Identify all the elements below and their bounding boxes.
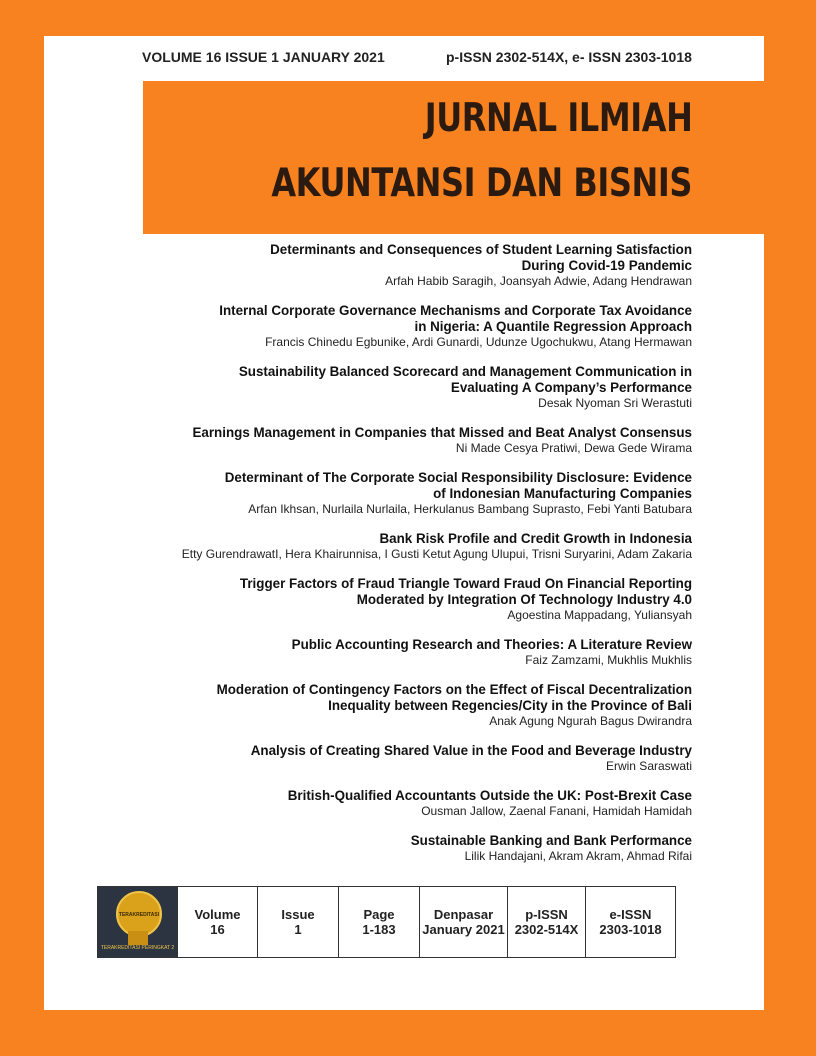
article-title: of Indonesian Manufacturing Companies bbox=[433, 486, 692, 501]
article-title: Analysis of Creating Shared Value in the Food and Beverage Industry bbox=[250, 743, 692, 758]
article-title: in Nigeria: A Quantile Regression Approach bbox=[414, 319, 692, 334]
table-of-contents bbox=[144, 242, 692, 878]
article-authors: Agoestina Mappadang, Yuliansyah bbox=[507, 608, 692, 622]
info-value: January 2021 bbox=[422, 922, 505, 937]
article-authors: Ni Made Cesya Pratiwi, Dewa Gede Wirama bbox=[455, 441, 692, 455]
article-title: During Covid-19 Pandemic bbox=[521, 258, 692, 273]
article-authors: Arfah Habib Saragih, Joansyah Adwie, Adang Hendrawan bbox=[385, 274, 692, 288]
info-value: 1 bbox=[294, 922, 302, 937]
article-title: Earnings Management in Companies that Missed and Beat Analyst Consensus bbox=[192, 425, 692, 440]
info-label: Page bbox=[363, 907, 395, 922]
article-authors: Francis Chinedu Egbunike, Ardi Gunardi, Udunze Ugochukwu, Atang Hermawan bbox=[265, 335, 692, 349]
article-entry bbox=[144, 470, 692, 517]
article-title: Moderated by Integration Of Technology Industry 4.0 bbox=[356, 592, 692, 607]
article-entry bbox=[144, 242, 692, 289]
accreditation-badge bbox=[98, 887, 177, 957]
article-authors: Etty GurendrawatI, Hera Khairunnisa, I Gusti Ketut Agung Ulupui, Trisni Suryarini, Adam Zakaria bbox=[181, 547, 692, 561]
article-title: Inequality between Regencies/City in the Province of Bali bbox=[328, 698, 692, 713]
article-entry bbox=[144, 637, 692, 668]
article-authors: Ousman Jallow, Zaenal Fanani, Hamidah Hamidah bbox=[421, 804, 692, 818]
article-entry bbox=[144, 743, 692, 774]
journal-title-line-1: JURNAL ILMIAH bbox=[424, 96, 692, 141]
article-entry bbox=[144, 531, 692, 562]
article-title: Determinants and Consequences of Student Learning Satisfaction bbox=[270, 242, 692, 257]
article-entry bbox=[144, 788, 692, 819]
article-authors: Faiz Zamzami, Mukhlis Mukhlis bbox=[525, 653, 692, 667]
article-authors: Desak Nyoman Sri Werastuti bbox=[538, 396, 692, 410]
article-entry bbox=[144, 303, 692, 350]
info-value: 16 bbox=[210, 922, 225, 937]
info-cell-page bbox=[339, 887, 420, 958]
info-value: 2302-514X bbox=[514, 922, 579, 937]
seal-text: TERAKREDITASI bbox=[118, 912, 160, 918]
cover-page bbox=[44, 36, 764, 1010]
info-cell-issue bbox=[258, 887, 339, 958]
info-value: 2303-1018 bbox=[599, 922, 662, 937]
info-label: p-ISSN bbox=[525, 907, 568, 922]
info-cell-denpasar bbox=[420, 887, 508, 958]
article-title: Public Accounting Research and Theories: A Literature Review bbox=[291, 637, 692, 652]
accreditation-badge-cell bbox=[98, 887, 178, 958]
article-entry bbox=[144, 833, 692, 864]
info-cell-e-issn bbox=[586, 887, 676, 958]
article-entry bbox=[144, 425, 692, 456]
article-title: Moderation of Contingency Factors on the Effect of Fiscal Decentralization bbox=[216, 682, 692, 697]
article-title: Sustainability Balanced Scorecard and Management Communication in bbox=[238, 364, 692, 379]
article-title: Sustainable Banking and Bank Performance bbox=[410, 833, 692, 848]
article-authors: Anak Agung Ngurah Bagus Dwirandra bbox=[489, 714, 692, 728]
article-entry bbox=[144, 682, 692, 729]
info-label: Denpasar bbox=[433, 907, 494, 922]
article-title: British-Qualified Accountants Outside the UK: Post-Brexit Case bbox=[287, 788, 692, 803]
article-authors: Lilik Handajani, Akram Akram, Ahmad Rifai bbox=[464, 849, 692, 863]
article-entry bbox=[144, 364, 692, 411]
info-label: Volume bbox=[194, 907, 241, 922]
article-title: Determinant of The Corporate Social Responsibility Disclosure: Evidence bbox=[224, 470, 692, 485]
volume-issue-date: VOLUME 16 ISSUE 1 JANUARY 2021 bbox=[142, 49, 385, 65]
info-cell-p-issn bbox=[508, 887, 586, 958]
article-title: Evaluating A Company’s Performance bbox=[450, 380, 692, 395]
info-cell-volume bbox=[178, 887, 258, 958]
issn-numbers: p-ISSN 2302-514X, e- ISSN 2303-1018 bbox=[446, 49, 692, 65]
article-title: Bank Risk Profile and Credit Growth in Indonesia bbox=[379, 531, 692, 546]
info-label: e-ISSN bbox=[609, 907, 652, 922]
info-label: Issue bbox=[281, 907, 315, 922]
article-authors: Erwin Saraswati bbox=[605, 759, 692, 773]
journal-title-banner bbox=[143, 81, 764, 234]
article-title: Internal Corporate Governance Mechanisms and Corporate Tax Avoidance bbox=[219, 303, 692, 318]
article-authors: Arfan Ikhsan, Nurlaila Nurlaila, Herkulanus Bambang Suprasto, Febi Yanti Batubara bbox=[248, 502, 692, 516]
badge-caption: TERAKREDITASI PERINGKAT 2 bbox=[100, 945, 175, 951]
article-title: Trigger Factors of Fraud Triangle Toward Fraud On Financial Reporting bbox=[239, 576, 692, 591]
info-value: 1-183 bbox=[362, 922, 396, 937]
article-entry bbox=[144, 576, 692, 623]
journal-title-line-2: AKUNTANSI DAN BISNIS bbox=[271, 161, 692, 206]
publication-info-table bbox=[97, 886, 676, 958]
